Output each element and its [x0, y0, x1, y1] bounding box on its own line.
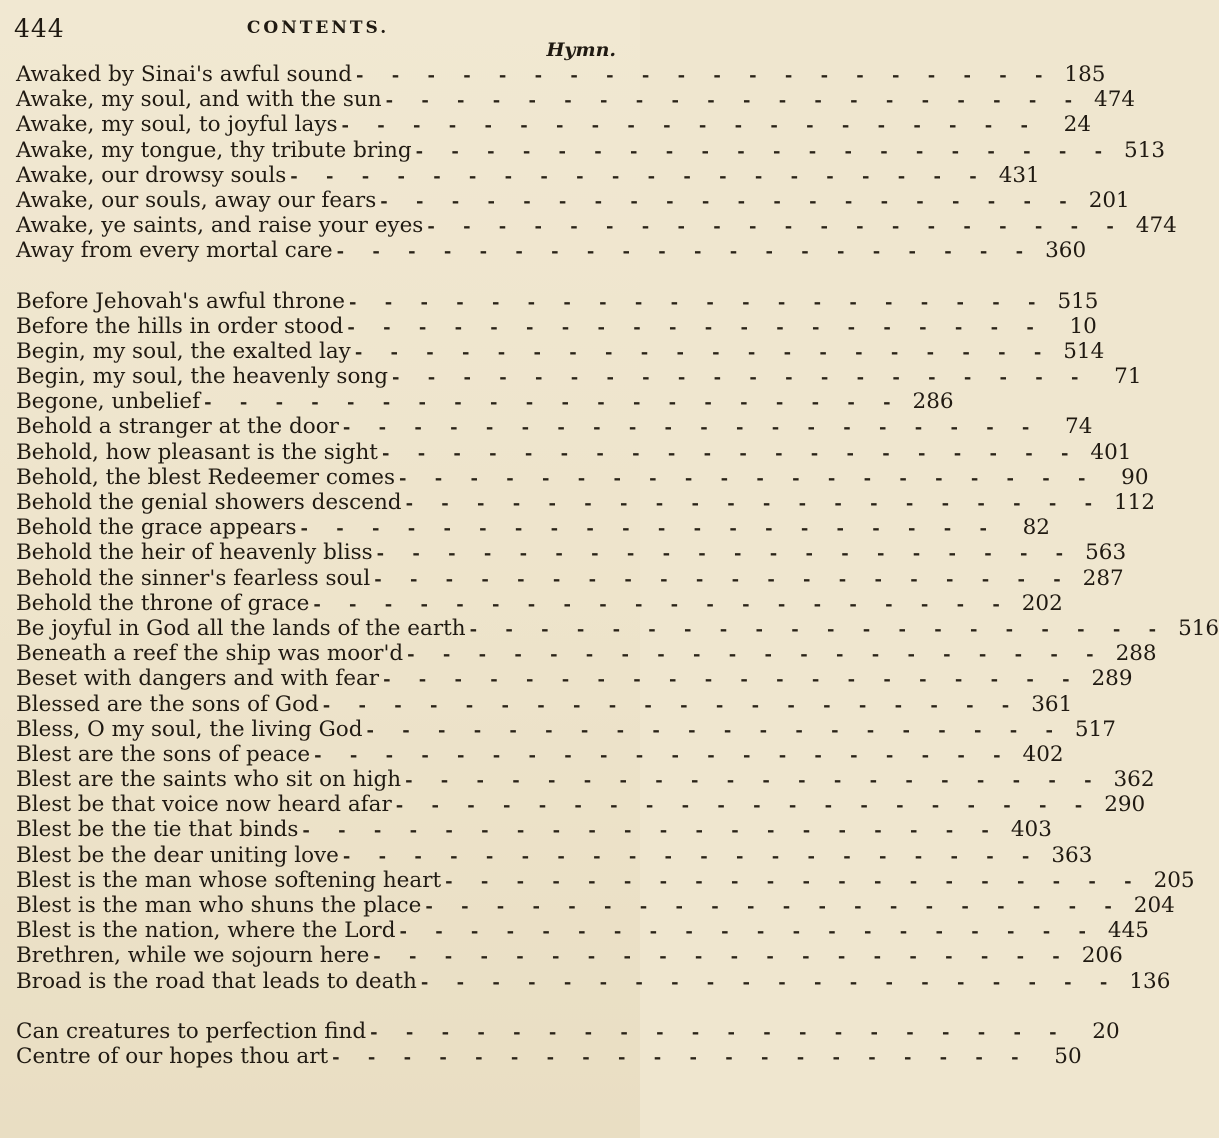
hymn-first-line: Before Jehovah's awful throne: [16, 288, 345, 314]
dot-leader: - - - - - - - - - - - - - - - - - - - -: [469, 618, 1168, 640]
hymn-first-line: Behold the throne of grace: [16, 590, 310, 616]
contents-entry: [16, 490, 1156, 515]
contents-entry: [16, 414, 1093, 440]
contents-entry: [16, 464, 1149, 490]
hymn-first-line: Blest is the man whose softening heart: [16, 867, 442, 893]
dot-leader: - - - - - - - - - - - - - - - - - - - -: [445, 870, 1143, 892]
contents-entry: [16, 238, 1087, 264]
contents-entry: [16, 313, 1097, 339]
hymn-number: 286: [912, 389, 954, 415]
dot-leader: - - - - - - - - - - - - - - - - - - - -: [373, 946, 1071, 968]
hymn-number: 516: [1178, 615, 1219, 641]
hymn-number: 74: [1065, 414, 1093, 440]
dot-leader: - - - - - - - - - - - - - - - - - - - -: [399, 467, 1097, 489]
dot-leader: - - - - - - - - - - - - - - - - - - - -: [415, 140, 1114, 162]
dot-leader: - - - - - - - - - - - - - - - - - - - -: [385, 90, 1084, 112]
contents-entry: [16, 767, 1155, 793]
contents-entry: [16, 515, 1050, 541]
contents-entry: [16, 187, 1130, 213]
hymn-number: 82: [1022, 515, 1050, 541]
hymn-first-line: Beneath a reef the ship was moor'd: [16, 641, 404, 667]
hymn-first-line: Can creatures to perfection find: [16, 1018, 367, 1044]
hymn-first-line: Awake, our souls, away our fears: [16, 187, 377, 213]
hymn-first-line: Behold, how pleasant is the sight: [16, 439, 378, 465]
dot-leader: - - - - - - - - - - - - - - - - - - - -: [395, 795, 1094, 817]
contents-entry: [16, 918, 1149, 944]
hymn-number: 513: [1124, 137, 1166, 163]
hymn-first-line: Behold the heir of heavenly bliss: [16, 540, 373, 566]
contents-entry: [16, 943, 1123, 969]
contents-entry: [16, 1043, 1082, 1069]
hymn-first-line: Away from every mortal care: [16, 238, 333, 264]
contents-entry: [16, 62, 1106, 87]
hymn-number: 205: [1153, 867, 1195, 893]
hymn-number: 362: [1113, 767, 1155, 793]
contents-entry: [16, 792, 1146, 818]
hymn-number: 403: [1010, 817, 1052, 843]
hymn-number: 363: [1051, 842, 1093, 868]
hymn-first-line: Awake, my tongue, thy tribute bring: [16, 137, 412, 163]
hymn-number: 289: [1091, 666, 1133, 692]
hymn-first-line: Blest be the tie that binds: [16, 817, 299, 843]
hymn-number: 514: [1063, 338, 1105, 364]
hymn-number: 288: [1115, 641, 1157, 667]
contents-entry: [16, 540, 1127, 566]
dot-leader: - - - - - - - - - - - - - - - - - - - -: [407, 644, 1105, 666]
section-gap: [16, 264, 618, 289]
hymn-first-line: Awake, my soul, to joyful lays: [16, 112, 338, 138]
dot-leader: - - - - - - - - - - - - - - - - - - - -: [370, 1021, 1068, 1043]
hymn-number: 517: [1074, 716, 1116, 742]
dot-leader: - - - - - - - - - - - - - - - - - - - -: [399, 921, 1097, 943]
contents-entry: [16, 439, 1132, 465]
hymn-number: 202: [1021, 590, 1063, 616]
dot-leader: - - - - - - - - - - - - - - - - - - - -: [427, 216, 1125, 238]
hymn-number: 50: [1054, 1043, 1082, 1069]
dot-leader: - - - - - - - - - - - - - - - - - - - -: [204, 392, 902, 414]
dot-leader: - - - - - - - - - - - - - - - - - - - -: [332, 1046, 1030, 1068]
hymn-first-line: Before the hills in order stood: [16, 313, 344, 339]
dot-leader: - - - - - - - - - - - - - - - - - - - -: [380, 190, 1078, 212]
contents-entry: [16, 565, 1124, 591]
hymn-first-line: Blest is the nation, where the Lord: [16, 918, 396, 944]
hymn-number: 201: [1088, 187, 1130, 213]
hymn-number: 136: [1129, 968, 1171, 994]
contents-entry: [16, 288, 1099, 314]
dot-leader: - - - - - - - - - - - - - - - - - - - -: [313, 593, 1011, 615]
hymn-first-line: Blest be the dear uniting love: [16, 842, 339, 868]
contents-entry: [16, 338, 1105, 364]
contents-entry: [16, 817, 1052, 843]
contents-entry: [16, 691, 1073, 717]
hymn-first-line: Bless, O my soul, the living God: [16, 716, 363, 742]
contents-entry: [16, 641, 1157, 667]
hymn-number: 445: [1107, 918, 1149, 944]
hymn-number: 360: [1045, 238, 1087, 264]
hymn-first-line: Behold the sinner's fearless soul: [16, 565, 371, 591]
hymn-number: 71: [1114, 364, 1142, 390]
hymn-number: 90: [1121, 464, 1149, 490]
hymn-first-line: Beset with dangers and with fear: [16, 666, 380, 692]
hymn-number: 431: [998, 162, 1040, 188]
contents-entry: [16, 968, 1171, 994]
dot-leader: - - - - - - - - - - - - - - - - - - - -: [302, 820, 1000, 842]
dot-leader: - - - - - - - - - - - - - - - - - - - -: [355, 65, 1054, 86]
hymn-number: 287: [1082, 565, 1124, 591]
hymn-number: 515: [1057, 288, 1099, 314]
hymn-number: 563: [1085, 540, 1127, 566]
dot-leader: - - - - - - - - - - - - - - - - - - - -: [376, 543, 1075, 565]
hymn-number: 10: [1069, 313, 1097, 339]
hymn-column-label: Hymn.: [546, 39, 616, 61]
contents-entry: [16, 716, 1116, 742]
hymn-first-line: Behold a stranger at the door: [16, 414, 339, 440]
dot-leader: - - - - - - - - - - - - - - - - - - - -: [383, 669, 1081, 691]
hymn-number: 185: [1064, 62, 1106, 87]
contents-entry: [16, 364, 1142, 390]
contents-entry: [16, 666, 1133, 692]
contents-entry: [16, 867, 1195, 893]
hymn-number: 290: [1104, 792, 1146, 818]
hymn-number: 20: [1092, 1018, 1120, 1044]
dot-leader: - - - - - - - - - - - - - - - - - - - -: [425, 896, 1123, 917]
hymn-number: 401: [1090, 439, 1132, 465]
contents-entry: [16, 741, 1064, 767]
contents-entry: [16, 112, 1091, 138]
hymn-first-line: Behold the grace appears: [16, 515, 297, 541]
hymn-first-line: Blest be that voice now heard afar: [16, 792, 392, 818]
dot-leader: - - - - - - - - - - - - - - - - - - - -: [347, 316, 1045, 338]
hymn-first-line: Be joyful in God all the lands of the earth: [16, 615, 466, 641]
hymn-first-line: Brethren, while we sojourn here: [16, 943, 370, 969]
hymn-first-line: Begone, unbelief: [16, 389, 201, 415]
hymn-number: 204: [1133, 893, 1175, 918]
dot-leader: - - - - - - - - - - - - - - - - - - - -: [314, 744, 1012, 766]
hymn-first-line: Centre of our hopes thou art: [16, 1043, 329, 1069]
hymn-first-line: Awaked by Sinai's awful sound: [16, 62, 352, 87]
dot-leader: - - - - - - - - - - - - - - - - - - - -: [381, 442, 1080, 464]
hymn-number: 206: [1081, 943, 1123, 969]
dot-leader: - - - - - - - - - - - - - - - - - - - -: [366, 719, 1064, 741]
hymn-first-line: Behold, the blest Redeemer comes: [16, 464, 396, 490]
dot-leader: - - - - - - - - - - - - - - - - - - - -: [392, 367, 1090, 389]
hymn-number: 361: [1031, 691, 1073, 717]
dot-leader: - - - - - - - - - - - - - - - - - - - -: [336, 241, 1035, 263]
contents-entry: [16, 87, 1136, 113]
hymn-number: 474: [1135, 213, 1177, 239]
contents-entry: [16, 137, 1166, 163]
hymn-number: 402: [1022, 741, 1064, 767]
contents-list: [16, 62, 1219, 1069]
dot-leader: - - - - - - - - - - - - - - - - - - - -: [342, 845, 1041, 867]
dot-leader: - - - - - - - - - - - - - - - - - - - -: [341, 115, 1039, 137]
dot-leader: - - - - - - - - - - - - - - - - - - - -: [354, 341, 1053, 363]
dot-leader: - - - - - - - - - - - - - - - - - - - -: [405, 770, 1103, 792]
dot-leader: - - - - - - - - - - - - - - - - - - - -: [342, 417, 1041, 439]
contents-entry: [16, 1018, 1120, 1044]
contents-entry: [16, 389, 954, 415]
hymn-first-line: Broad is the road that leads to death: [16, 968, 417, 994]
hymn-first-line: Begin, my soul, the heavenly song: [16, 364, 389, 390]
contents-entry: [16, 615, 1219, 641]
dot-leader: - - - - - - - - - - - - - - - - - - - -: [322, 694, 1021, 716]
page-number: 444: [14, 14, 65, 43]
hymn-first-line: Begin, my soul, the exalted lay: [16, 338, 351, 364]
contents-entry: [16, 162, 1040, 188]
dot-leader: - - - - - - - - - - - - - - - - - - - -: [405, 493, 1104, 514]
page-header: [14, 14, 622, 44]
running-head: CONTENTS.: [246, 18, 390, 38]
dot-leader: - - - - - - - - - - - - - - - - - - - -: [374, 568, 1072, 590]
contents-entry: [16, 842, 1093, 868]
hymn-first-line: Awake, ye saints, and raise your eyes: [16, 213, 424, 239]
hymn-first-line: Blest are the saints who sit on high: [16, 767, 402, 793]
section-gap: [16, 994, 618, 1019]
dot-leader: - - - - - - - - - - - - - - - - - - - -: [290, 165, 988, 187]
hymn-number: 112: [1114, 490, 1156, 515]
hymn-number: 24: [1063, 112, 1091, 138]
contents-entry: [16, 893, 1175, 918]
hymn-first-line: Blest are the sons of peace: [16, 741, 311, 767]
dot-leader: - - - - - - - - - - - - - - - - - - - -: [300, 518, 998, 540]
hymn-number: 474: [1094, 87, 1136, 113]
hymn-first-line: Blest is the man who shuns the place: [16, 893, 422, 918]
hymn-first-line: Blessed are the sons of God: [16, 691, 319, 717]
hymn-first-line: Behold the genial showers descend: [16, 490, 402, 515]
dot-leader: - - - - - - - - - - - - - - - - - - - -: [420, 971, 1119, 993]
hymn-first-line: Awake, our drowsy souls: [16, 162, 287, 188]
dot-leader: - - - - - - - - - - - - - - - - - - - -: [349, 291, 1047, 313]
contents-entry: [16, 213, 1177, 239]
contents-entry: [16, 590, 1063, 616]
hymn-first-line: Awake, my soul, and with the sun: [16, 87, 382, 113]
